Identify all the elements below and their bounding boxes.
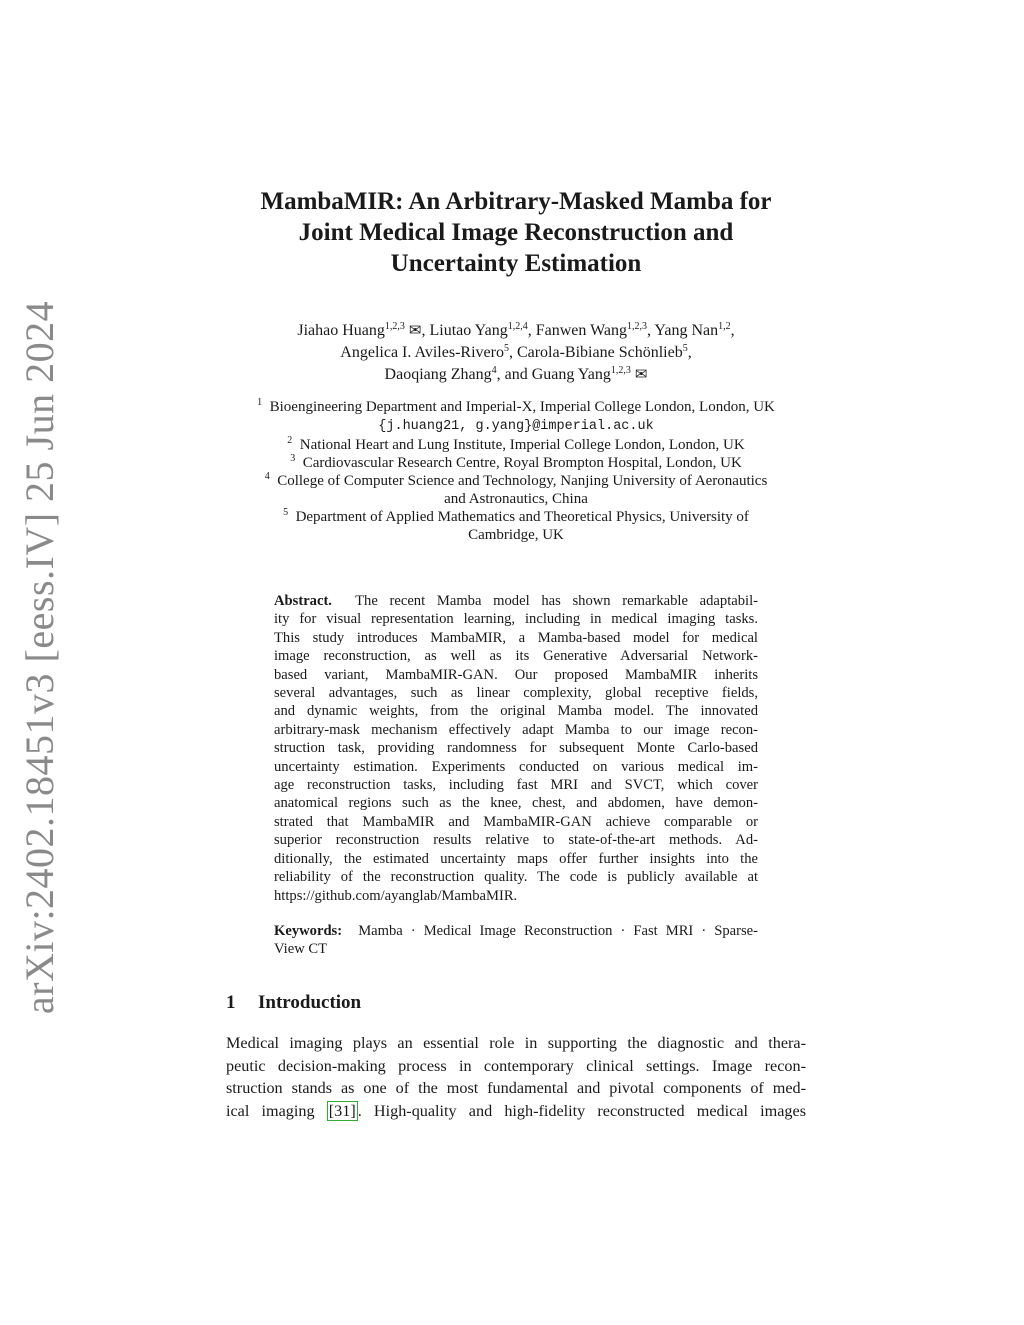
author-name: Fanwen Wang [535,322,627,339]
affiliation-text: Department of Applied Mathematics and Theoretical Physics, University of [295,509,749,525]
keywords-line: View CT [274,941,328,958]
section-title: Introduction [258,992,362,1013]
section-heading [226,992,361,1014]
affiliation-5 [226,508,806,526]
author-affiliation-marker: 1,2,3 [384,321,405,332]
abstract-line: ditionally, the estimated uncertainty maps offer further insights into the [274,850,758,867]
keywords-text: Mamba · Medical Image Reconstruction · Fast MRI · Sparse- [358,923,758,939]
affiliation-text: Cardiovascular Research Centre, Royal Brompton Hospital, London, UK [302,455,742,471]
body-text: . High-quality and high-fidelity reconstructed medical images [357,1101,807,1120]
body-line: peutic decision-making process in contemporary clinical settings. Image recon- [226,1056,806,1075]
author-name: Carola-Bibiane Schönlieb [516,344,683,361]
abstract-label: Abstract. [274,593,332,609]
citation-number[interactable]: 31 [334,1101,351,1120]
author-line-1: Jiahao Huang$^{1,2,3}$ ✉, Liutao Yang$^{1,2,4}$, Fanwen Wang$^{1,2,3}$, Yang Nan$^{1,2}$, [297,321,735,339]
body-line [226,1100,806,1123]
author-affiliation-marker: 1,2,4 [507,321,528,332]
keywords-label: Keywords: [274,923,343,939]
body-line: struction stands as one of the most fundamental and pivotal components of med- [226,1079,806,1097]
affiliation-number: 2 [287,435,293,446]
affiliation-1 [226,398,806,416]
title-line: Joint Medical Image Reconstruction and [298,219,734,246]
abstract-line-text: The recent Mamba model has shown remarkable adaptabil- [355,593,758,609]
body-text: ical imaging [226,1101,315,1120]
author-affiliation-marker: 5 [503,343,509,354]
affiliation-number: 1 [257,397,263,408]
author-list [226,320,806,386]
author-affiliation-marker: 1,2,3 [627,321,647,332]
abstract-line: reliability of the reconstruction quality. The code is publicly available at [274,869,758,886]
envelope-icon[interactable]: ✉ [408,323,422,339]
author-name: Daoqiang Zhang [384,366,492,383]
author-name: Jiahao Huang [297,322,385,339]
abstract-line: This study introduces MambaMIR, a Mamba-based model for medical [274,629,758,646]
abstract-line: superior reconstruction results relative to state-of-the-art methods. Ad- [274,832,758,849]
author-affiliation-marker: 4 [491,365,497,376]
body-line: Medical imaging plays an essential role in supporting the diagnostic and thera- [226,1034,806,1052]
abstract-line: uncertainty estimation. Experiments conducted on various medical im- [274,758,758,775]
affiliation-5-continued: Cambridge, UK [468,527,564,543]
affiliation-4 [226,472,806,490]
envelope-icon[interactable]: ✉ [634,367,648,383]
affiliation-number: 5 [283,507,289,518]
author-name: Yang Nan [654,322,719,339]
author-line-3: Daoqiang Zhang$^4$, and Guang Yang$^{1,2,3}$ ✉ [384,365,648,383]
abstract-line: struction task, providing randomness for subsequent Monte Carlo-based [274,740,758,757]
abstract-line [274,592,758,610]
citation-link[interactable]: [31] [328,1101,356,1120]
contact-email[interactable] [226,416,806,436]
abstract-line: strated that MambaMIR and MambaMIR-GAN achieve comparable or [274,813,758,830]
section-number: 1 [226,992,236,1013]
title-line: Uncertainty Estimation [390,250,642,277]
keywords-line [274,922,758,940]
arxiv-identifier-stamp [17,300,63,1014]
email-text[interactable]: {j.huang21, g.yang}@imperial.ac.uk [378,419,654,434]
affiliation-list [226,398,806,544]
affiliation-number: 3 [290,453,296,464]
author-affiliation-marker: 1,2 [718,321,731,332]
affiliation-2 [226,436,806,454]
introduction-paragraph [226,1032,806,1122]
arxiv-identifier-text: arXiv:2402.18451v3 [eess.IV] 25 Jun 2024 [17,300,63,1014]
abstract-line: age reconstruction tasks, including fast MRI and SVCT, which cover [274,777,758,794]
affiliation-number: 4 [264,471,270,482]
abstract-line: and dynamic weights, from the original Mamba model. The innovated [274,703,758,720]
author-line-2: Angelica I. Aviles-Rivero$^5$, Carola-Bibiane Schönlieb$^5$, [340,343,692,361]
abstract-line: based variant, MambaMIR-GAN. Our proposed MambaMIR inherits [274,666,758,683]
affiliation-text: National Heart and Lung Institute, Imperial College London, London, UK [299,437,745,453]
author-affiliation-marker: 1,2,3 [610,365,631,376]
author-name: Guang Yang [531,366,611,383]
abstract-line: anatomical regions such as the knee, chest, and abdomen, have demon- [274,795,758,812]
abstract [274,592,758,905]
affiliation-text: College of Computer Science and Technology, Nanjing University of Aeronautics [277,473,768,489]
affiliation-text: Bioengineering Department and Imperial-X, Imperial College London, London, UK [269,399,775,415]
affiliation-4-continued: and Astronautics, China [444,491,588,507]
abstract-line: arbitrary-mask mechanism effectively adapt Mamba to our image recon- [274,721,758,738]
author-name: Liutao Yang [429,322,508,339]
conjunction: and [504,366,528,383]
keywords [274,922,758,959]
abstract-line: several advantages, such as linear complexity, global receptive fields, [274,685,758,702]
code-link[interactable]: https://github.com/ayanglab/MambaMIR. [274,887,518,904]
author-affiliation-marker: 5 [682,343,688,354]
abstract-line: ity for visual representation learning, including in medical imaging tasks. [274,611,758,628]
title-line: MambaMIR: An Arbitrary-Masked Mamba for [260,188,772,215]
author-name: Angelica I. Aviles-Rivero [340,344,504,361]
affiliation-3 [226,454,806,472]
paper-title [226,186,806,279]
abstract-line: image reconstruction, as well as its Generative Adversarial Network- [274,648,758,665]
